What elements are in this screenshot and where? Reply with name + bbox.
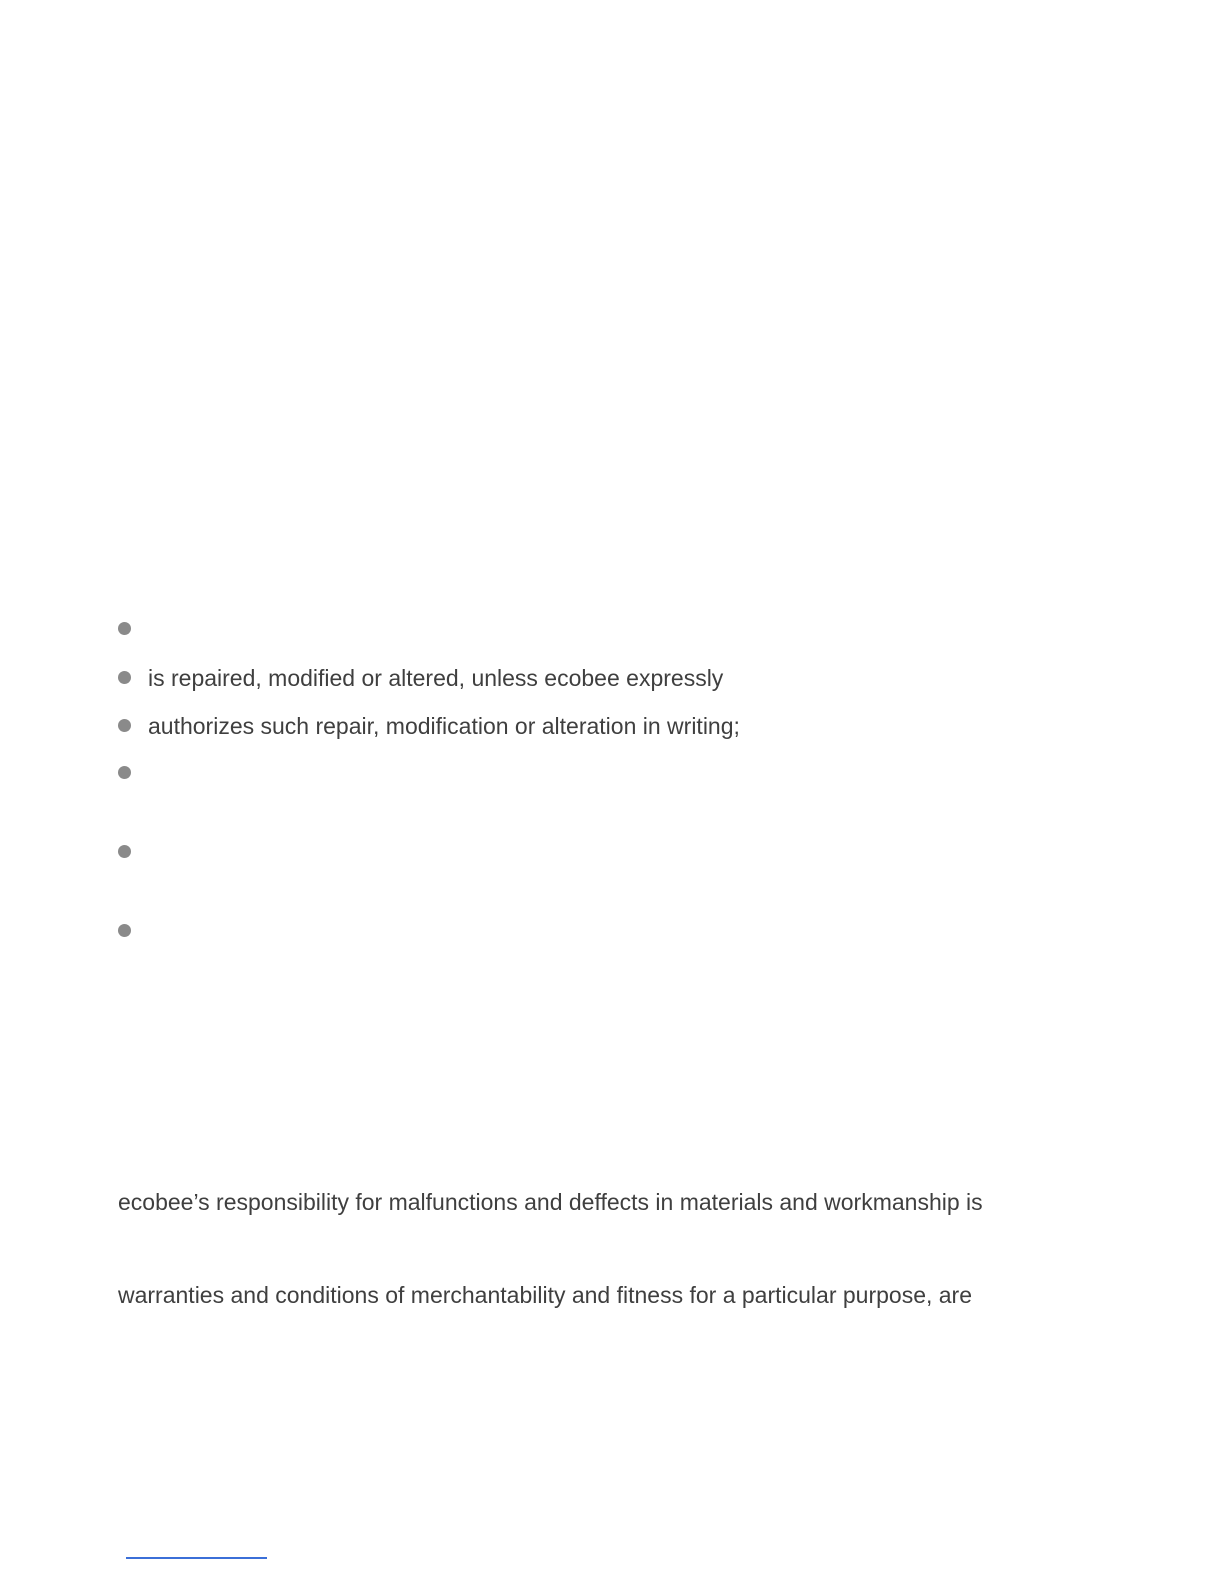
bullet-icon <box>118 719 131 732</box>
list-item <box>118 758 1118 788</box>
list-item <box>118 837 1118 867</box>
list-item <box>118 663 1118 693</box>
bullet-icon <box>118 924 131 937</box>
bullet-icon <box>118 766 131 779</box>
list-item <box>118 614 1118 644</box>
list-item-text: is repaired, modified or altered, unless ecobee expressly <box>148 665 724 691</box>
responsibility-paragraph: ecobee’s responsibility for malfunctions and deffects in materials and workmanship is <box>118 1189 983 1215</box>
list-item-text: authorizes such repair, modification or alteration in writing; <box>148 713 740 739</box>
list-item <box>118 916 1118 946</box>
hyperlink-underline[interactable] <box>126 1557 267 1559</box>
list-item <box>118 711 1118 741</box>
warranties-paragraph: warranties and conditions of merchantability and fitness for a particular purpose, are <box>118 1282 973 1308</box>
bullet-icon <box>118 622 131 635</box>
bullet-icon <box>118 845 131 858</box>
bullet-icon <box>118 671 131 684</box>
